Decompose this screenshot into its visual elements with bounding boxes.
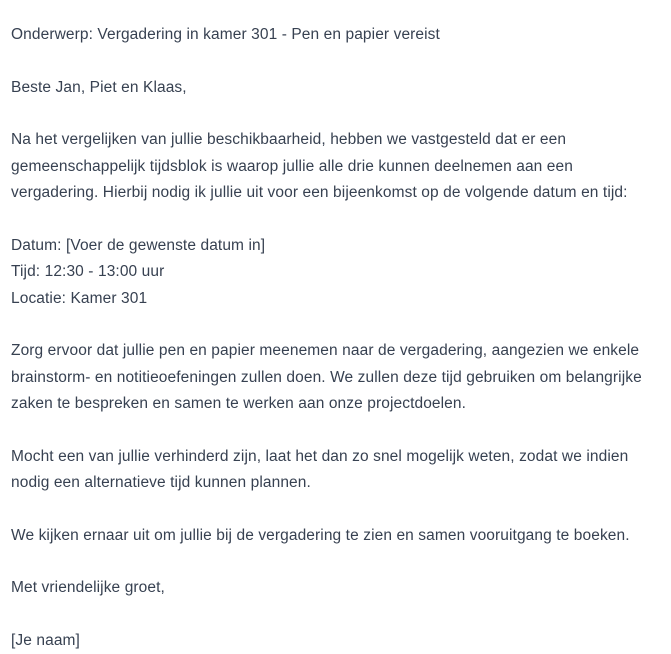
meeting-time: Tijd: 12:30 - 13:00 uur [11, 259, 660, 286]
intro-paragraph [11, 127, 660, 207]
absence-line-1: Mocht een van jullie verhinderd zijn, laat het dan zo snel mogelijk weten, zodat we indien [11, 444, 660, 471]
absence-paragraph [11, 444, 660, 497]
intro-line-3: vergadering. Hierbij nodig ik jullie uit voor een bijeenkomst op de volgende datum en tijd: [11, 180, 660, 207]
subject-line: Onderwerp: Vergadering in kamer 301 - Pen en papier vereist [11, 22, 660, 49]
signature [11, 628, 660, 654]
signoff [11, 575, 660, 602]
closing-note [11, 523, 660, 550]
instructions-line-1: Zorg ervoor dat jullie pen en papier meenemen naar de vergadering, aangezien we enkele [11, 338, 660, 365]
signature-line: [Je naam] [11, 628, 660, 654]
meeting-date: Datum: [Voer de gewenste datum in] [11, 233, 660, 260]
email-greeting [11, 75, 660, 102]
instructions-paragraph [11, 338, 660, 418]
greeting-line: Beste Jan, Piet en Klaas, [11, 75, 660, 102]
signoff-line: Met vriendelijke groet, [11, 575, 660, 602]
absence-line-2: nodig een alternatieve tijd kunnen plannen. [11, 470, 660, 497]
instructions-line-3: zaken te bespreken en samen te werken aan onze projectdoelen. [11, 391, 660, 418]
instructions-line-2: brainstorm- en notitieoefeningen zullen doen. We zullen deze tijd gebruiken om belangrijke [11, 365, 660, 392]
meeting-location: Locatie: Kamer 301 [11, 286, 660, 313]
intro-line-2: gemeenschappelijk tijdsblok is waarop jullie alle drie kunnen deelnemen aan een [11, 154, 660, 181]
email-subject [11, 22, 660, 49]
intro-line-1: Na het vergelijken van jullie beschikbaarheid, hebben we vastgesteld dat er een [11, 127, 660, 154]
meeting-details [11, 233, 660, 313]
closing-note-line: We kijken ernaar uit om jullie bij de vergadering te zien en samen vooruitgang te boeken. [11, 523, 660, 550]
